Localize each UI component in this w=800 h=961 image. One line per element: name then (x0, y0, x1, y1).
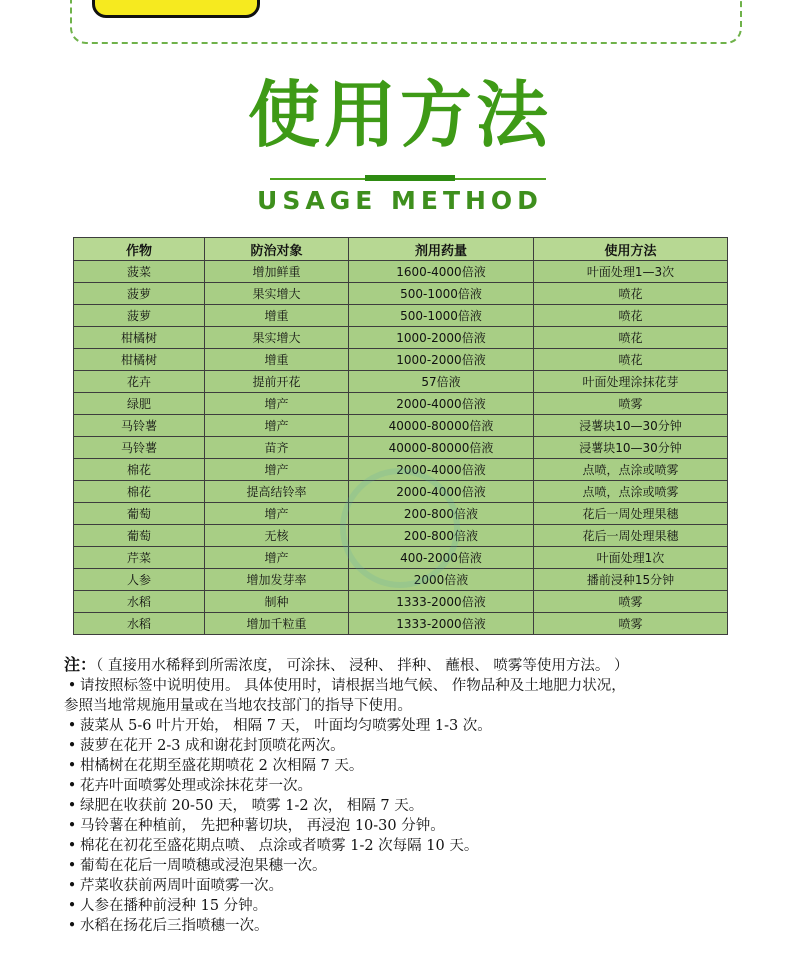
cell-dosage: 2000倍液 (349, 569, 534, 591)
table-row (74, 283, 728, 305)
header-method: 使用方法 (534, 238, 728, 261)
cell-dosage: 500-1000倍液 (349, 283, 534, 305)
note-item (64, 736, 764, 756)
title-divider-accent (365, 175, 455, 181)
note-item-text: 棉花在初花至盛花期点喷、 点涂或者喷雾 1-2 次每隔 10 天。 (80, 838, 479, 854)
cell-target: 制种 (205, 591, 349, 613)
table-row (74, 437, 728, 459)
bullet-dot-icon: • (67, 918, 77, 934)
cell-dosage: 200-800倍液 (349, 503, 534, 525)
note-item (64, 896, 764, 916)
table-row (74, 459, 728, 481)
cell-method: 喷花 (534, 283, 728, 305)
cell-target: 提前开花 (205, 371, 349, 393)
header-dosage: 剂用药量 (349, 238, 534, 261)
notes-general-line-2: 参照当地常规施用量或在当地农技部门的指导下使用。 (64, 698, 412, 714)
table-row (74, 591, 728, 613)
cell-crop: 葡萄 (74, 503, 205, 525)
bullet-dot-icon: • (67, 738, 77, 754)
cell-dosage: 2000-4000倍液 (349, 459, 534, 481)
cell-method: 喷花 (534, 327, 728, 349)
cell-method: 点喷，点涂或喷雾 (534, 459, 728, 481)
cell-crop: 柑橘树 (74, 327, 205, 349)
cell-crop: 菠萝 (74, 305, 205, 327)
table-row (74, 261, 728, 283)
cell-target: 苗齐 (205, 437, 349, 459)
bullet-dot-icon: • (67, 898, 77, 914)
cell-target: 增产 (205, 547, 349, 569)
bullet-dot-icon: • (67, 818, 77, 834)
usage-table (73, 237, 728, 635)
cell-crop: 芹菜 (74, 547, 205, 569)
cell-target: 增重 (205, 305, 349, 327)
bullet-dot-icon: • (67, 718, 77, 734)
cell-method: 播前浸种15分钟 (534, 569, 728, 591)
cell-method: 花后一周处理果穗 (534, 525, 728, 547)
cell-target: 增产 (205, 459, 349, 481)
cell-target: 果实增大 (205, 283, 349, 305)
cell-dosage: 40000-80000倍液 (349, 415, 534, 437)
cell-dosage: 1333-2000倍液 (349, 591, 534, 613)
page-title-cn: 使用方法 (247, 73, 552, 157)
usage-notes (64, 655, 764, 936)
table-row (74, 415, 728, 437)
cell-dosage: 40000-80000倍液 (349, 437, 534, 459)
cell-dosage: 200-800倍液 (349, 525, 534, 547)
cell-crop: 葡萄 (74, 525, 205, 547)
note-item (64, 716, 764, 736)
cell-target: 提高结铃率 (205, 481, 349, 503)
cell-method: 喷花 (534, 305, 728, 327)
cell-method: 浸薯块10—30分钟 (534, 415, 728, 437)
table-header-row (74, 238, 728, 261)
bullet-dot-icon: • (67, 878, 77, 894)
table-row (74, 349, 728, 371)
cell-crop: 马铃薯 (74, 415, 205, 437)
cell-dosage: 2000-4000倍液 (349, 481, 534, 503)
cell-target: 增产 (205, 415, 349, 437)
cell-method: 喷花 (534, 349, 728, 371)
cell-dosage: 1600-4000倍液 (349, 261, 534, 283)
cell-method: 浸薯块10—30分钟 (534, 437, 728, 459)
bullet-dot-icon: • (67, 758, 77, 774)
table-row (74, 613, 728, 635)
cell-crop: 柑橘树 (74, 349, 205, 371)
note-item-text: 水稻在扬花后三指喷穗一次。 (80, 918, 269, 934)
cell-crop: 花卉 (74, 371, 205, 393)
bullet-dot-icon: • (67, 838, 77, 854)
cell-crop: 棉花 (74, 459, 205, 481)
note-item-text: 菠萝在花开 2-3 成和谢花封顶喷花两次。 (80, 738, 345, 754)
table-body (74, 261, 728, 635)
cell-method: 叶面处理1—3次 (534, 261, 728, 283)
cell-crop: 人参 (74, 569, 205, 591)
cell-method: 花后一周处理果穗 (534, 503, 728, 525)
note-item-text: 柑橘树在花期至盛花期喷花 2 次相隔 7 天。 (80, 758, 364, 774)
bullet-dot-icon: • (67, 778, 77, 794)
table-row (74, 503, 728, 525)
cell-target: 增加发芽率 (205, 569, 349, 591)
cell-target: 增加千粒重 (205, 613, 349, 635)
notes-items (64, 716, 764, 936)
table-row (74, 547, 728, 569)
cell-target: 无核 (205, 525, 349, 547)
note-item (64, 796, 764, 816)
table-row (74, 569, 728, 591)
table-row (74, 371, 728, 393)
notes-intro-text: （ 直接用水稀释到所需浓度， 可涂抹、 浸种、 拌种、 蘸根、 喷雾等使用方法。 ） (96, 658, 629, 674)
cell-crop: 菠萝 (74, 283, 205, 305)
cell-crop: 菠菜 (74, 261, 205, 283)
note-item (64, 836, 764, 856)
cell-target: 增加鲜重 (205, 261, 349, 283)
cell-target: 增重 (205, 349, 349, 371)
table-row (74, 305, 728, 327)
cell-dosage: 1333-2000倍液 (349, 613, 534, 635)
note-item (64, 756, 764, 776)
notes-label: 注： (64, 655, 97, 674)
cell-method: 叶面处理1次 (534, 547, 728, 569)
cell-crop: 水稻 (74, 591, 205, 613)
cell-dosage: 2000-4000倍液 (349, 393, 534, 415)
notes-general-text-1: 请按照标签中说明使用。 具体使用时，请根据当地气候、 作物品种及土地肥力状况， (80, 678, 626, 694)
cell-crop: 棉花 (74, 481, 205, 503)
cell-dosage: 1000-2000倍液 (349, 327, 534, 349)
note-item-text: 菠菜从 5-6 叶片开始， 相隔 7 天， 叶面均匀喷雾处理 1-3 次。 (80, 718, 492, 734)
table-row (74, 327, 728, 349)
cell-crop: 马铃薯 (74, 437, 205, 459)
bullet-dot-icon: • (67, 678, 77, 694)
cell-method: 喷雾 (534, 393, 728, 415)
notes-intro (64, 655, 764, 676)
cell-target: 果实增大 (205, 327, 349, 349)
cell-method: 叶面处理涂抹花芽 (534, 371, 728, 393)
cell-method: 喷雾 (534, 613, 728, 635)
top-yellow-badge (92, 0, 260, 18)
page-title-en: USAGE METHOD (257, 186, 543, 215)
note-item-text: 葡萄在花后一周喷穗或浸泡果穗一次。 (80, 858, 327, 874)
table-row (74, 525, 728, 547)
cell-dosage: 500-1000倍液 (349, 305, 534, 327)
note-item (64, 876, 764, 896)
note-item (64, 816, 764, 836)
cell-method: 喷雾 (534, 591, 728, 613)
note-item (64, 776, 764, 796)
table-row (74, 393, 728, 415)
cell-dosage: 1000-2000倍液 (349, 349, 534, 371)
notes-general-line-1 (64, 676, 764, 696)
cell-target: 增产 (205, 393, 349, 415)
cell-method: 点喷，点涂或喷雾 (534, 481, 728, 503)
cell-dosage: 400-2000倍液 (349, 547, 534, 569)
cell-dosage: 57倍液 (349, 371, 534, 393)
cell-crop: 水稻 (74, 613, 205, 635)
note-item-text: 人参在播种前浸种 15 分钟。 (80, 898, 268, 914)
note-item-text: 花卉叶面喷雾处理或涂抹花芽一次。 (80, 778, 312, 794)
note-item (64, 916, 764, 936)
header-crop: 作物 (74, 238, 205, 261)
note-item-text: 芹菜收获前两周叶面喷雾一次。 (80, 878, 283, 894)
header-target: 防治对象 (205, 238, 349, 261)
cell-crop: 绿肥 (74, 393, 205, 415)
note-item-text: 绿肥在收获前 20-50 天， 喷雾 1-2 次， 相隔 7 天。 (80, 798, 424, 814)
note-item-text: 马铃薯在种植前， 先把种薯切块， 再浸泡 10-30 分钟。 (80, 818, 445, 834)
note-item (64, 856, 764, 876)
bullet-dot-icon: • (67, 858, 77, 874)
cell-target: 增产 (205, 503, 349, 525)
table-row (74, 481, 728, 503)
bullet-dot-icon: • (67, 798, 77, 814)
